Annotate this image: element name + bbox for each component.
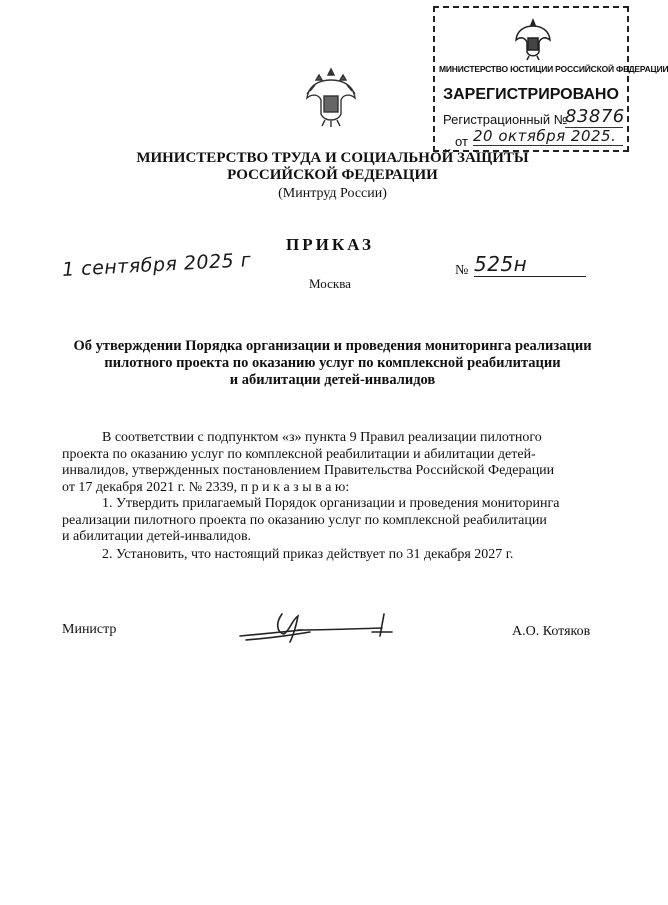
body-p2-line3: и абилитации детей-инвалидов. <box>62 529 252 544</box>
ministry-short-name: (Минтруд России) <box>278 186 387 201</box>
stamp-date: 20 октября 2025. <box>473 127 623 146</box>
order-date: 1 сентября 2025 г <box>61 249 252 281</box>
order-subject <box>55 338 610 389</box>
body-paragraph-1 <box>62 430 602 496</box>
stamp-reg-label: Регистрационный № <box>443 112 568 127</box>
stamp-reg-number: 83876 <box>565 106 625 127</box>
body-p1-line4: от 17 декабря 2021 г. № 2339, п р и к а з ы в а ю: <box>62 479 350 495</box>
ministry-name-line2: РОССИЙСКОЙ ФЕДЕРАЦИИ <box>227 167 438 183</box>
body-paragraph-2 <box>62 496 602 546</box>
stamp-emblem-icon <box>513 16 553 62</box>
body-paragraph-3: 2. Установить, что настоящий приказ действует по 31 декабря 2027 г. <box>102 547 514 562</box>
body-p2-line2: реализации пилотного проекта по оказанию услуг по комплексной реабилитации <box>62 512 547 528</box>
registration-stamp <box>433 6 668 152</box>
order-city: Москва <box>309 276 351 291</box>
body-p1-line2: проекта по оказанию услуг по комплексной реабилитации и абилитации детей- <box>62 446 536 462</box>
order-subject-line2: пилотного проекта по оказанию услуг по комплексной реабилитации <box>104 355 561 371</box>
order-number-prefix: № <box>455 263 469 278</box>
stamp-date-prefix: от <box>455 134 468 149</box>
body-p1-line3: инвалидов, утвержденных постановлением Правительства Российской Федерации <box>62 463 555 478</box>
stamp-ministry: МИНИСТЕРСТВО ЮСТИЦИИ РОССИЙСКОЙ ФЕДЕРАЦИИ <box>439 64 668 74</box>
order-title: ПРИКАЗ <box>286 235 374 254</box>
order-subject-line1: Об утверждении Порядка организации и проведения мониторинга реализации <box>73 338 592 354</box>
body-p1-line1: В соответствии с подпунктом «з» пункта 9 Правил реализации пилотного <box>102 430 542 445</box>
handwritten-signature <box>232 608 412 648</box>
body-p2-line1: 1. Утвердить прилагаемый Порядок организации и проведения мониторинга <box>102 496 560 511</box>
ministry-name-line1: МИНИСТЕРСТВО ТРУДА И СОЦИАЛЬНОЙ ЗАЩИТЫ <box>136 150 529 166</box>
signatory-name: А.О. Котяков <box>512 624 591 639</box>
signatory-position: Министр <box>62 622 117 637</box>
stamp-registered: ЗАРЕГИСТРИРОВАНО <box>443 86 619 103</box>
order-number: 525н <box>474 252 586 277</box>
order-subject-line3: и абилитации детей-инвалидов <box>229 372 436 388</box>
coat-of-arms-icon <box>303 66 359 130</box>
